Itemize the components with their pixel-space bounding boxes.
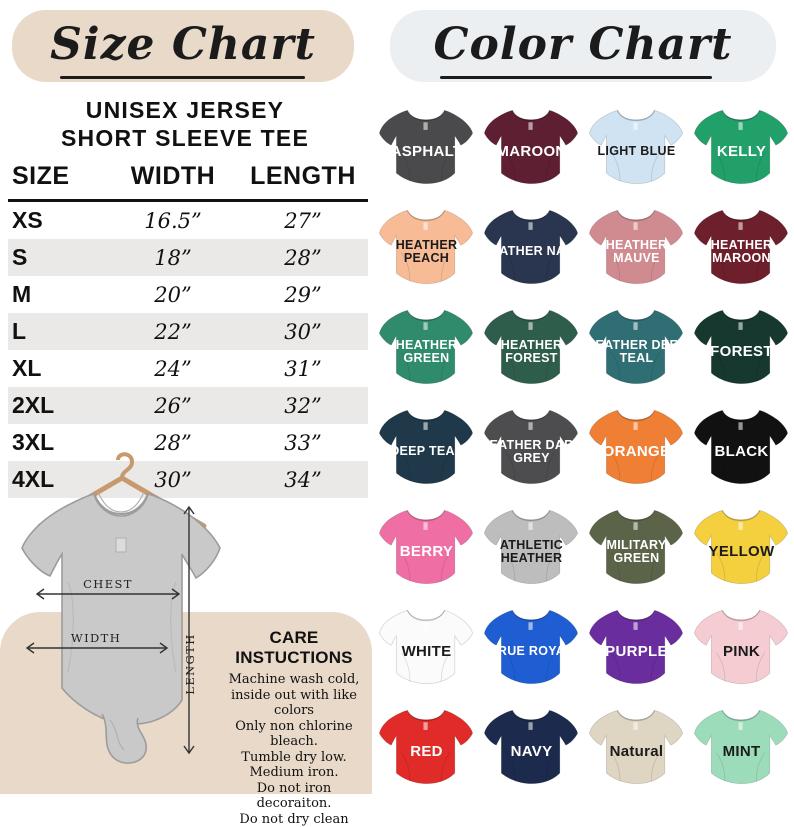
care-line: Machine wash cold, <box>218 672 370 688</box>
table-row <box>8 239 368 276</box>
row-length: 34” <box>238 461 368 498</box>
tshirt-icon <box>376 398 476 494</box>
tshirt-icon <box>481 498 581 594</box>
row-width: 26” <box>108 387 238 424</box>
tshirt-icon <box>376 598 476 694</box>
color-swatch-label: KELLY <box>689 96 794 196</box>
tshirt-icon <box>481 98 581 194</box>
tshirt-icon <box>691 698 791 794</box>
care-line: Do not iron decoraiton. <box>218 781 370 812</box>
row-length: 27” <box>238 201 368 240</box>
row-length: 33” <box>238 424 368 461</box>
color-swatch-label: YELLOW <box>689 496 794 596</box>
color-swatch-label: RED <box>374 696 479 796</box>
color-swatch-label: Natural <box>584 696 689 796</box>
row-length: 28” <box>238 239 368 276</box>
row-size: S <box>8 239 108 276</box>
row-width: 18” <box>108 239 238 276</box>
tshirt-icon <box>586 298 686 394</box>
color-swatch-label: HEATHER GREEN <box>374 296 479 396</box>
color-swatch[interactable] <box>479 696 584 796</box>
row-size: XL <box>8 350 108 387</box>
color-swatch[interactable] <box>689 596 794 696</box>
color-swatch-label: WHITE <box>374 596 479 696</box>
size-chart-title: Size Chart <box>12 14 354 76</box>
tshirt-icon <box>586 398 686 494</box>
color-swatch-label: HEATHER MAUVE <box>584 196 689 296</box>
product-heading-line1: UNISEX JERSEY <box>10 96 360 124</box>
color-swatch[interactable] <box>479 296 584 396</box>
row-length: 31” <box>238 350 368 387</box>
color-swatch[interactable] <box>584 396 689 496</box>
color-swatch-label: HEATHER MAROON <box>689 196 794 296</box>
care-instructions-title: CARE INSTUCTIONS <box>218 628 370 668</box>
tshirt-icon <box>481 598 581 694</box>
color-swatch[interactable] <box>584 96 689 196</box>
row-size: M <box>8 276 108 313</box>
table-row <box>8 313 368 350</box>
color-chart-title: Color Chart <box>390 14 776 76</box>
row-length: 30” <box>238 313 368 350</box>
care-line: inside out with like colors <box>218 688 370 719</box>
table-row <box>8 276 368 313</box>
tshirt-icon <box>376 298 476 394</box>
color-swatch-label: MAROON <box>479 96 584 196</box>
length-label: LENGTH <box>183 633 197 694</box>
row-width: 30” <box>108 461 238 498</box>
care-line: Do not dry clean <box>218 812 370 827</box>
row-width: 16.5” <box>108 201 238 240</box>
color-swatch[interactable] <box>689 296 794 396</box>
color-swatch[interactable] <box>689 696 794 796</box>
tshirt-shape <box>22 492 220 763</box>
row-size: 4XL <box>8 461 108 498</box>
color-swatch-label: HEATHER NAVY <box>479 196 584 296</box>
row-length: 32” <box>238 387 368 424</box>
color-swatch[interactable] <box>584 696 689 796</box>
color-swatch-label: PURPLE <box>584 596 689 696</box>
color-swatch[interactable] <box>374 196 479 296</box>
color-swatch-label: ATHLETIC HEATHER <box>479 496 584 596</box>
product-heading-line2: SHORT SLEEVE TEE <box>10 124 360 152</box>
color-swatch[interactable] <box>689 396 794 496</box>
tshirt-icon <box>586 698 686 794</box>
care-line: Tumble dry low. <box>218 750 370 766</box>
tshirt-icon <box>586 498 686 594</box>
row-length: 29” <box>238 276 368 313</box>
table-row <box>8 350 368 387</box>
row-size: L <box>8 313 108 350</box>
color-swatch-label: HEATHER DEEP TEAL <box>584 296 689 396</box>
color-swatch[interactable] <box>374 696 479 796</box>
tshirt-icon <box>691 298 791 394</box>
size-table-header-length: LENGTH <box>238 158 368 201</box>
color-swatch-label: HEATHER DARK GREY <box>479 396 584 496</box>
tshirt-icon <box>586 198 686 294</box>
color-swatch[interactable] <box>374 496 479 596</box>
tshirt-icon <box>481 398 581 494</box>
size-table-header-row <box>8 158 368 201</box>
color-swatch-label: NAVY <box>479 696 584 796</box>
tshirt-icon <box>586 98 686 194</box>
color-swatch[interactable] <box>689 196 794 296</box>
tshirt-icon <box>586 598 686 694</box>
tshirt-icon <box>691 598 791 694</box>
color-swatch[interactable] <box>584 496 689 596</box>
color-swatch[interactable] <box>479 196 584 296</box>
color-swatch[interactable] <box>479 596 584 696</box>
color-swatch-label: TRUE ROYAL <box>479 596 584 696</box>
color-swatch-label: MILITARY GREEN <box>584 496 689 596</box>
size-chart-title-underline <box>60 76 305 79</box>
color-swatch-label: DEEP TEAL <box>374 396 479 496</box>
size-chart-panel <box>0 0 372 794</box>
table-row <box>8 387 368 424</box>
tshirt-icon <box>691 198 791 294</box>
tshirt-icon <box>691 398 791 494</box>
color-swatch-label: PINK <box>689 596 794 696</box>
color-swatch-label: FOREST <box>689 296 794 396</box>
color-swatch[interactable] <box>689 496 794 596</box>
chest-label: CHEST <box>83 577 133 591</box>
color-swatch-label: BERRY <box>374 496 479 596</box>
care-instructions <box>218 628 370 827</box>
row-width: 24” <box>108 350 238 387</box>
color-swatch-label: BLACK <box>689 396 794 496</box>
product-heading <box>10 96 360 152</box>
care-line: Only non chlorine bleach. <box>218 719 370 750</box>
color-swatch[interactable] <box>374 96 479 196</box>
color-swatch-grid <box>374 96 794 796</box>
row-size: XS <box>8 201 108 240</box>
care-line: Medium iron. <box>218 765 370 781</box>
color-chart-title-underline <box>440 76 712 79</box>
color-swatch-label: ORANGE <box>584 396 689 496</box>
color-swatch-label: HEATHER FOREST <box>479 296 584 396</box>
table-row <box>8 201 368 240</box>
color-swatch[interactable] <box>689 96 794 196</box>
width-label: WIDTH <box>71 631 121 645</box>
color-swatch-label: ASPHALT <box>374 96 479 196</box>
color-swatch[interactable] <box>584 296 689 396</box>
color-swatch[interactable] <box>374 596 479 696</box>
color-swatch[interactable] <box>479 496 584 596</box>
tshirt-icon <box>376 698 476 794</box>
color-swatch[interactable] <box>479 96 584 196</box>
color-swatch[interactable] <box>479 396 584 496</box>
tshirt-icon <box>376 98 476 194</box>
tshirt-icon <box>691 498 791 594</box>
row-size: 3XL <box>8 424 108 461</box>
row-width: 20” <box>108 276 238 313</box>
tshirt-icon <box>481 198 581 294</box>
color-swatch[interactable] <box>374 396 479 496</box>
tshirt-icon <box>481 298 581 394</box>
tshirt-icon <box>481 698 581 794</box>
color-swatch-label: HEATHER PEACH <box>374 196 479 296</box>
row-size: 2XL <box>8 387 108 424</box>
color-swatch-label: LIGHT BLUE <box>584 96 689 196</box>
tshirt-measurement-illustration <box>6 452 236 782</box>
size-table-header-width: WIDTH <box>108 158 238 201</box>
color-swatch[interactable] <box>374 296 479 396</box>
row-width: 22” <box>108 313 238 350</box>
color-swatch[interactable] <box>584 196 689 296</box>
tshirt-icon <box>376 498 476 594</box>
color-swatch[interactable] <box>584 596 689 696</box>
size-table-header-size: SIZE <box>8 158 108 201</box>
size-table <box>8 158 368 498</box>
tshirt-icon <box>376 198 476 294</box>
tshirt-icon <box>691 98 791 194</box>
row-width: 28” <box>108 424 238 461</box>
color-swatch-label: MINT <box>689 696 794 796</box>
